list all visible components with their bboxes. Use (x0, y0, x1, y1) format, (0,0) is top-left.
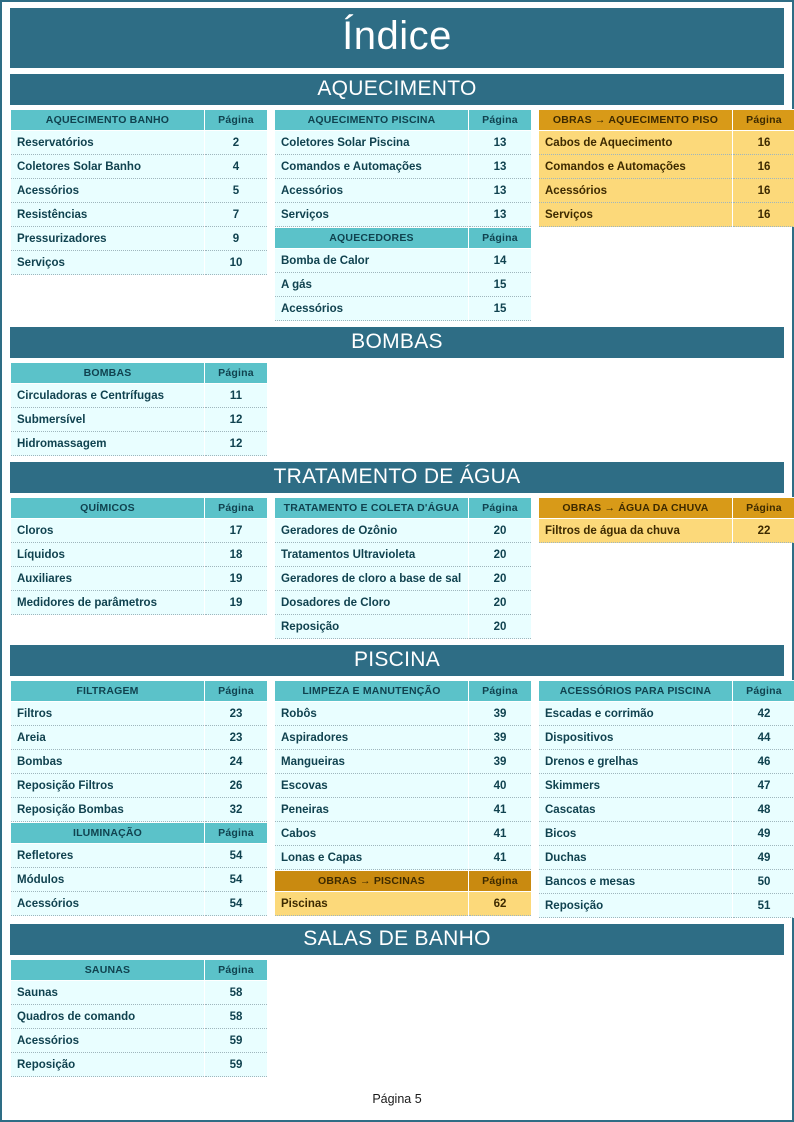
row-page-number[interactable]: 16 (733, 203, 794, 227)
table-row[interactable] (11, 179, 268, 203)
table-row[interactable] (11, 519, 268, 543)
table-page-header: Página (469, 110, 532, 131)
table-row[interactable] (11, 131, 268, 155)
table-row[interactable] (11, 227, 268, 251)
table-row[interactable] (539, 750, 794, 774)
row-label[interactable]: Acessórios (275, 297, 469, 321)
row-page-number[interactable]: 16 (733, 179, 794, 203)
table-header-row (275, 681, 532, 702)
row-label[interactable]: Geradores de cloro a base de sal (275, 567, 469, 591)
table-header-row (539, 498, 794, 519)
table-row[interactable] (11, 726, 268, 750)
table-row[interactable] (11, 251, 268, 275)
row-page-number[interactable]: 17 (205, 519, 268, 543)
table-header-row (275, 228, 532, 249)
row-label[interactable]: Bomba de Calor (275, 249, 469, 273)
row-page-number[interactable]: 13 (469, 179, 532, 203)
table-category-header: SAUNAS (11, 960, 205, 981)
row-page-number[interactable]: 12 (205, 408, 268, 432)
table-row[interactable] (275, 750, 532, 774)
section-column (10, 959, 268, 1077)
row-label[interactable]: Piscinas (275, 892, 469, 916)
table-page-header: Página (733, 110, 794, 131)
row-page-number[interactable]: 13 (469, 131, 532, 155)
row-label[interactable]: Reposição Bombas (11, 798, 205, 822)
row-label[interactable]: Pressurizadores (11, 227, 205, 251)
section-column (538, 680, 794, 918)
index-table (538, 109, 794, 227)
row-page-number[interactable]: 19 (205, 591, 268, 615)
row-label[interactable]: Serviços (11, 251, 205, 275)
row-page-number[interactable]: 39 (469, 726, 532, 750)
table-header-row (11, 823, 268, 844)
row-label[interactable]: Reposição Filtros (11, 774, 205, 798)
sections-container (10, 68, 784, 1077)
table-row[interactable] (275, 726, 532, 750)
table-row[interactable] (275, 822, 532, 846)
row-page-number[interactable]: 46 (733, 750, 794, 774)
section-header: TRATAMENTO DE ÁGUA (10, 462, 784, 493)
section-column (10, 109, 268, 275)
table-row[interactable] (275, 203, 532, 227)
table-page-header: Página (469, 681, 532, 702)
table-row[interactable] (11, 155, 268, 179)
row-label[interactable]: Resistências (11, 203, 205, 227)
row-label[interactable]: Cloros (11, 519, 205, 543)
table-row[interactable] (275, 519, 532, 543)
section-header: PISCINA (10, 645, 784, 676)
table-page-header: Página (205, 363, 268, 384)
row-page-number[interactable]: 15 (469, 273, 532, 297)
row-label[interactable]: Areia (11, 726, 205, 750)
section-body (10, 497, 784, 639)
section-column (10, 362, 268, 456)
row-label[interactable]: Submersível (11, 408, 205, 432)
table-category-header: OBRAS → ÁGUA DA CHUVA (539, 498, 733, 519)
table-header-row (539, 110, 794, 131)
row-label[interactable]: Reposição (539, 894, 733, 918)
row-page-number[interactable]: 14 (469, 249, 532, 273)
table-page-header: Página (733, 681, 794, 702)
section-column (274, 680, 532, 916)
table-row[interactable] (11, 432, 268, 456)
section-header: SALAS DE BANHO (10, 924, 784, 955)
row-label[interactable]: Reservatórios (11, 131, 205, 155)
row-page-number[interactable]: 15 (469, 297, 532, 321)
section-column (538, 109, 794, 227)
row-page-number[interactable]: 20 (469, 543, 532, 567)
row-label[interactable]: Medidores de parâmetros (11, 591, 205, 615)
table-page-header: Página (205, 960, 268, 981)
row-label[interactable]: Acessórios (275, 179, 469, 203)
row-label[interactable]: Reposição (11, 1053, 205, 1077)
row-label[interactable]: Filtros de água da chuva (539, 519, 733, 543)
table-row[interactable] (539, 203, 794, 227)
section-column (274, 497, 532, 639)
table-category-header: LIMPEZA E MANUTENÇÃO (275, 681, 469, 702)
table-row[interactable] (539, 155, 794, 179)
table-row[interactable] (539, 894, 794, 918)
table-row[interactable] (275, 155, 532, 179)
table-row[interactable] (11, 892, 268, 916)
table-row[interactable] (539, 846, 794, 870)
row-page-number[interactable]: 62 (469, 892, 532, 916)
index-table (274, 227, 532, 321)
section-header: AQUECIMENTO (10, 74, 784, 105)
row-label[interactable]: Duchas (539, 846, 733, 870)
row-label[interactable]: A gás (275, 273, 469, 297)
page-title: Índice (10, 8, 784, 68)
section-body (10, 362, 784, 456)
row-page-number[interactable]: 54 (205, 892, 268, 916)
row-label[interactable]: Robôs (275, 702, 469, 726)
table-category-header: OBRAS → PISCINAS (275, 871, 469, 892)
table-header-row (11, 498, 268, 519)
row-label[interactable]: Escadas e corrimão (539, 702, 733, 726)
table-header-row (11, 363, 268, 384)
row-label[interactable]: Bicos (539, 822, 733, 846)
table-row[interactable] (11, 1029, 268, 1053)
row-label[interactable]: Serviços (275, 203, 469, 227)
row-label[interactable]: Bancos e mesas (539, 870, 733, 894)
table-row[interactable] (11, 774, 268, 798)
row-label[interactable]: Escovas (275, 774, 469, 798)
table-category-header: AQUECIMENTO PISCINA (275, 110, 469, 131)
table-category-header: OBRAS → AQUECIMENTO PISO (539, 110, 733, 131)
page-footer: Página 5 (372, 1092, 422, 1106)
table-row[interactable] (539, 179, 794, 203)
table-category-header: ILUMINAÇÃO (11, 823, 205, 844)
row-page-number[interactable]: 41 (469, 798, 532, 822)
table-category-header: BOMBAS (11, 363, 205, 384)
table-header-row (539, 681, 794, 702)
section-body (10, 680, 784, 918)
row-page-number[interactable]: 54 (205, 868, 268, 892)
row-page-number[interactable]: 40 (469, 774, 532, 798)
row-page-number[interactable]: 2 (205, 131, 268, 155)
table-category-header: FILTRAGEM (11, 681, 205, 702)
table-row[interactable] (275, 615, 532, 639)
table-row[interactable] (539, 519, 794, 543)
row-label[interactable]: Reposição (275, 615, 469, 639)
table-page-header: Página (205, 498, 268, 519)
table-row[interactable] (11, 408, 268, 432)
table-row[interactable] (11, 844, 268, 868)
row-label[interactable]: Acessórios (11, 1029, 205, 1053)
row-page-number[interactable]: 24 (205, 750, 268, 774)
row-page-number[interactable]: 12 (205, 432, 268, 456)
row-page-number[interactable]: 10 (205, 251, 268, 275)
index-table (10, 497, 268, 615)
table-row[interactable] (11, 1005, 268, 1029)
section-column (274, 109, 532, 321)
table-page-header: Página (469, 871, 532, 892)
row-page-number[interactable]: 23 (205, 726, 268, 750)
row-page-number[interactable]: 41 (469, 846, 532, 870)
index-table (10, 959, 268, 1077)
row-label[interactable]: Líquidos (11, 543, 205, 567)
row-page-number[interactable]: 16 (733, 131, 794, 155)
row-page-number[interactable]: 58 (205, 1005, 268, 1029)
row-label[interactable]: Aspiradores (275, 726, 469, 750)
table-row[interactable] (11, 384, 268, 408)
index-table (274, 680, 532, 870)
table-category-header: TRATAMENTO E COLETA D'ÁGUA (275, 498, 469, 519)
table-header-row (275, 110, 532, 131)
index-table (538, 680, 794, 918)
section-body (10, 109, 784, 321)
table-row[interactable] (11, 702, 268, 726)
row-label[interactable]: Acessórios (539, 179, 733, 203)
table-category-header: ACESSÓRIOS PARA PISCINA (539, 681, 733, 702)
row-page-number[interactable]: 20 (469, 615, 532, 639)
table-page-header: Página (469, 498, 532, 519)
row-label[interactable]: Módulos (11, 868, 205, 892)
row-page-number[interactable]: 20 (469, 567, 532, 591)
table-page-header: Página (205, 681, 268, 702)
table-row[interactable] (11, 868, 268, 892)
table-row[interactable] (539, 726, 794, 750)
row-label[interactable]: Refletores (11, 844, 205, 868)
row-page-number[interactable]: 59 (205, 1053, 268, 1077)
row-label[interactable]: Cascatas (539, 798, 733, 822)
table-page-header: Página (733, 498, 794, 519)
row-page-number[interactable]: 22 (733, 519, 794, 543)
table-row[interactable] (275, 179, 532, 203)
table-row[interactable] (275, 591, 532, 615)
table-row[interactable] (275, 774, 532, 798)
index-table (10, 362, 268, 456)
row-label[interactable]: Hidromassagem (11, 432, 205, 456)
row-label[interactable]: Coletores Solar Banho (11, 155, 205, 179)
index-table (10, 109, 268, 275)
row-label[interactable]: Lonas e Capas (275, 846, 469, 870)
row-label[interactable]: Bombas (11, 750, 205, 774)
row-page-number[interactable]: 13 (469, 203, 532, 227)
row-label[interactable]: Coletores Solar Piscina (275, 131, 469, 155)
row-label[interactable]: Drenos e grelhas (539, 750, 733, 774)
table-row[interactable] (11, 750, 268, 774)
row-page-number[interactable]: 49 (733, 846, 794, 870)
row-page-number[interactable]: 39 (469, 702, 532, 726)
table-row[interactable] (539, 798, 794, 822)
table-category-header: QUÍMICOS (11, 498, 205, 519)
table-row[interactable] (275, 798, 532, 822)
row-label[interactable]: Saunas (11, 981, 205, 1005)
row-page-number[interactable]: 19 (205, 567, 268, 591)
table-row[interactable] (539, 702, 794, 726)
table-row[interactable] (539, 131, 794, 155)
row-label[interactable]: Geradores de Ozônio (275, 519, 469, 543)
table-row[interactable] (11, 591, 268, 615)
table-row[interactable] (11, 981, 268, 1005)
row-page-number[interactable]: 13 (469, 155, 532, 179)
table-row[interactable] (275, 297, 532, 321)
table-row[interactable] (11, 203, 268, 227)
row-label[interactable]: Dosadores de Cloro (275, 591, 469, 615)
row-page-number[interactable]: 41 (469, 822, 532, 846)
section-column (10, 680, 268, 916)
table-row[interactable] (275, 846, 532, 870)
section-column (10, 497, 268, 615)
index-table (274, 497, 532, 639)
row-page-number[interactable]: 4 (205, 155, 268, 179)
table-row[interactable] (275, 249, 532, 273)
index-table (538, 497, 794, 543)
row-label[interactable]: Comandos e Automações (275, 155, 469, 179)
row-page-number[interactable]: 39 (469, 750, 532, 774)
row-page-number[interactable]: 7 (205, 203, 268, 227)
table-row[interactable] (539, 822, 794, 846)
table-row[interactable] (11, 543, 268, 567)
table-category-header: AQUECIMENTO BANHO (11, 110, 205, 131)
row-page-number[interactable]: 11 (205, 384, 268, 408)
section-header: BOMBAS (10, 327, 784, 358)
row-page-number[interactable]: 47 (733, 774, 794, 798)
table-header-row (11, 110, 268, 131)
row-label[interactable]: Dispositivos (539, 726, 733, 750)
row-page-number[interactable]: 44 (733, 726, 794, 750)
table-row[interactable] (539, 870, 794, 894)
row-page-number[interactable]: 9 (205, 227, 268, 251)
table-row[interactable] (11, 798, 268, 822)
table-page-header: Página (205, 823, 268, 844)
table-header-row (11, 960, 268, 981)
row-label[interactable]: Mangueiras (275, 750, 469, 774)
table-page-header: Página (205, 110, 268, 131)
row-page-number[interactable]: 51 (733, 894, 794, 918)
index-table (274, 870, 532, 916)
table-row[interactable] (539, 774, 794, 798)
row-label[interactable]: Acessórios (11, 892, 205, 916)
table-header-row (275, 498, 532, 519)
row-label[interactable]: Skimmers (539, 774, 733, 798)
section-body (10, 959, 784, 1077)
row-page-number[interactable]: 42 (733, 702, 794, 726)
index-table (274, 109, 532, 227)
row-label[interactable]: Filtros (11, 702, 205, 726)
row-label[interactable]: Quadros de comando (11, 1005, 205, 1029)
row-page-number[interactable]: 5 (205, 179, 268, 203)
row-label[interactable]: Serviços (539, 203, 733, 227)
table-category-header: AQUECEDORES (275, 228, 469, 249)
row-label[interactable]: Peneiras (275, 798, 469, 822)
table-row[interactable] (11, 1053, 268, 1077)
row-label[interactable]: Tratamentos Ultravioleta (275, 543, 469, 567)
row-page-number[interactable]: 50 (733, 870, 794, 894)
row-page-number[interactable]: 23 (205, 702, 268, 726)
row-page-number[interactable]: 48 (733, 798, 794, 822)
row-page-number[interactable]: 20 (469, 591, 532, 615)
row-page-number[interactable]: 32 (205, 798, 268, 822)
row-page-number[interactable]: 16 (733, 155, 794, 179)
row-page-number[interactable]: 26 (205, 774, 268, 798)
table-row[interactable] (275, 567, 532, 591)
table-row[interactable] (275, 273, 532, 297)
table-row[interactable] (275, 702, 532, 726)
table-page-header: Página (469, 228, 532, 249)
table-row[interactable] (275, 543, 532, 567)
row-page-number[interactable]: 58 (205, 981, 268, 1005)
table-row[interactable] (11, 567, 268, 591)
row-page-number[interactable]: 20 (469, 519, 532, 543)
index-table (10, 680, 268, 822)
row-label[interactable]: Circuladoras e Centrífugas (11, 384, 205, 408)
row-page-number[interactable]: 54 (205, 844, 268, 868)
table-header-row (275, 871, 532, 892)
row-label[interactable]: Auxiliares (11, 567, 205, 591)
row-label[interactable]: Cabos de Aquecimento (539, 131, 733, 155)
table-header-row (11, 681, 268, 702)
row-label[interactable]: Acessórios (11, 179, 205, 203)
row-page-number[interactable]: 59 (205, 1029, 268, 1053)
row-page-number[interactable]: 18 (205, 543, 268, 567)
row-page-number[interactable]: 49 (733, 822, 794, 846)
row-label[interactable]: Comandos e Automações (539, 155, 733, 179)
table-row[interactable] (275, 131, 532, 155)
table-row[interactable] (275, 892, 532, 916)
section-column (538, 497, 794, 543)
row-label[interactable]: Cabos (275, 822, 469, 846)
index-table (10, 822, 268, 916)
